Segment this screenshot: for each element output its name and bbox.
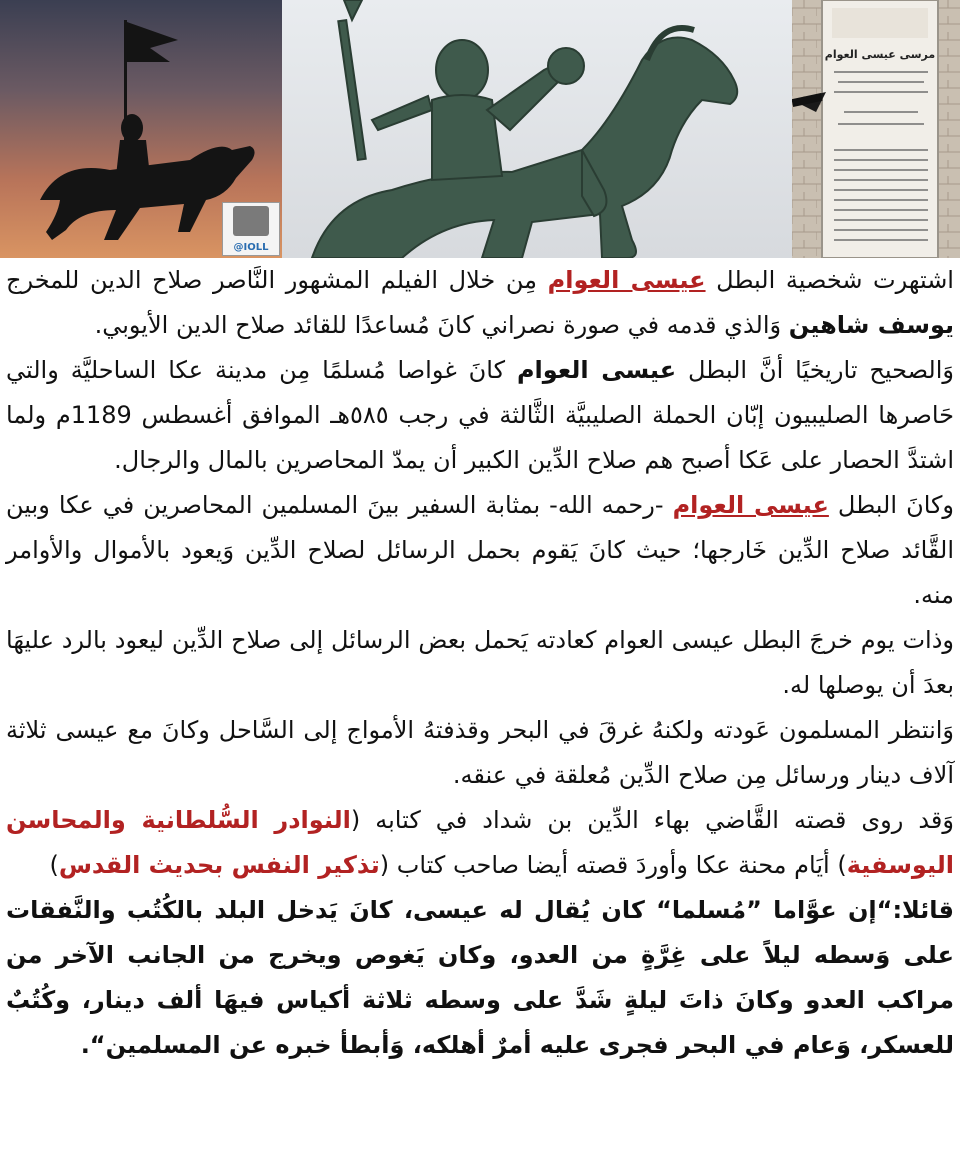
plaque-icon <box>792 0 960 258</box>
paragraph-text: -رحمه الله- بمثابة السفير بينَ المسلمين المحاصرين في عكا وبين القَّائد صلاح الدِّين خَارجها؛ حيث كانَ يَقوم بحمل الرسائل لصلاح الدِّين وَيعود بالأموال والأوامر منه. <box>6 491 954 609</box>
quotation: “إن عوَّاما ”مُسلما“ كان يُقال له عيسى، كانَ يَدخل البلد بالكُتُب والنَّفقات على وَسطه ليلاً على غِرَّةٍ من العدو، وكان يَغوص ويخرج من الجانب الآخر من مراكب العدو وكانَ ذاتَ ليلةٍ شَدَّ على وسطه ثلاثة أكياس فيهَا ألف دينار، وكُتُبٌ للعسكر، وَعام في البحر فجرى عليه أمرٌ أهلكه، وَأبطأ خبره عن المسلمين“. <box>6 896 954 1059</box>
book-title: تذكير النفس بحديث القدس <box>58 851 380 879</box>
book-title: النوادر السُّلطانية والمحاسن اليوسفية <box>6 806 954 879</box>
paragraph-5: وَانتظر المسلمون عَودته ولكنهُ غرقَ في البحر وقذفتهُ الأمواج إلى السَّاحل وكانَ مع عيسى ثلاثة آلاف دينار ورسائل مِن صلاح الدِّين مُعلقة في عنقه. <box>6 716 954 789</box>
twitter-handle-text: @IOLL <box>233 242 269 253</box>
quote-intro: قائلا: <box>892 896 954 924</box>
paragraph-7 <box>6 888 954 1068</box>
paragraph-text: وَالصحيح تاريخيًا أنَّ البطل <box>676 356 955 384</box>
paragraph-text: وَالذي قدمه في صورة نصراني كانَ مُساعدًا للقائد صلاح الدين الأيوبي. <box>94 311 789 339</box>
hero-name: عيسى العوام <box>672 491 829 519</box>
avatar <box>233 206 269 236</box>
director-name: يوسف شاهين <box>788 311 954 339</box>
paragraph-text: وَقد روى قصته القَّاضي بهاء الدِّين بن شداد في كتابه ( <box>350 806 954 834</box>
equestrian-statue-image <box>282 0 792 258</box>
paragraph-text: ) <box>49 851 59 879</box>
article-body <box>6 258 954 1068</box>
paragraph-3 <box>6 483 954 618</box>
paragraph-text: ) أيَام محنة عكا وأوردَ قصته أيضا صاحب كتاب ( <box>379 851 847 879</box>
hero-name: عيسى العوام <box>516 356 677 384</box>
paragraph-text: كانَ غواصا مُسلمًا مِن مدينة عكا الساحليَّة والتي حَاصرها الصليبيون إبّان الحملة الصليبيَّة الثَّالثة في رجب ٥٨٥هـ الموافق أغسطس 1189م ولما اشتدَّ الحصار على عَكا أصبح هم صلاح الدِّين الكبير أن يمدّ المحاصرين بالمال والرجال. <box>6 356 954 474</box>
paragraph-2 <box>6 348 954 483</box>
memorial-plaque-image <box>792 0 960 258</box>
plaque-title: مرسى عيسى العوام <box>824 48 936 61</box>
paragraph-text: مِن خلال الفيلم المشهور النَّاصر صلاح الدين للمخرج <box>6 266 548 294</box>
header-image-banner <box>0 0 960 258</box>
paragraph-1 <box>6 258 954 348</box>
paragraph-text: وكانَ البطل <box>828 491 955 519</box>
statue-icon <box>282 0 792 258</box>
paragraph-4: وذات يوم خرجَ البطل عيسى العوام كعادته يَحمل بعض الرسائل إلى صلاح الدِّين ليعود بالرد عليهَا بعدَ أن يوصلها له. <box>6 626 954 699</box>
sunset-horseman-image <box>0 0 282 258</box>
paragraph-6 <box>6 798 954 888</box>
paragraph-text: اشتهرت شخصية البطل <box>705 266 954 294</box>
twitter-handle-badge <box>222 202 280 256</box>
hero-name: عيسى العوام <box>547 266 706 294</box>
